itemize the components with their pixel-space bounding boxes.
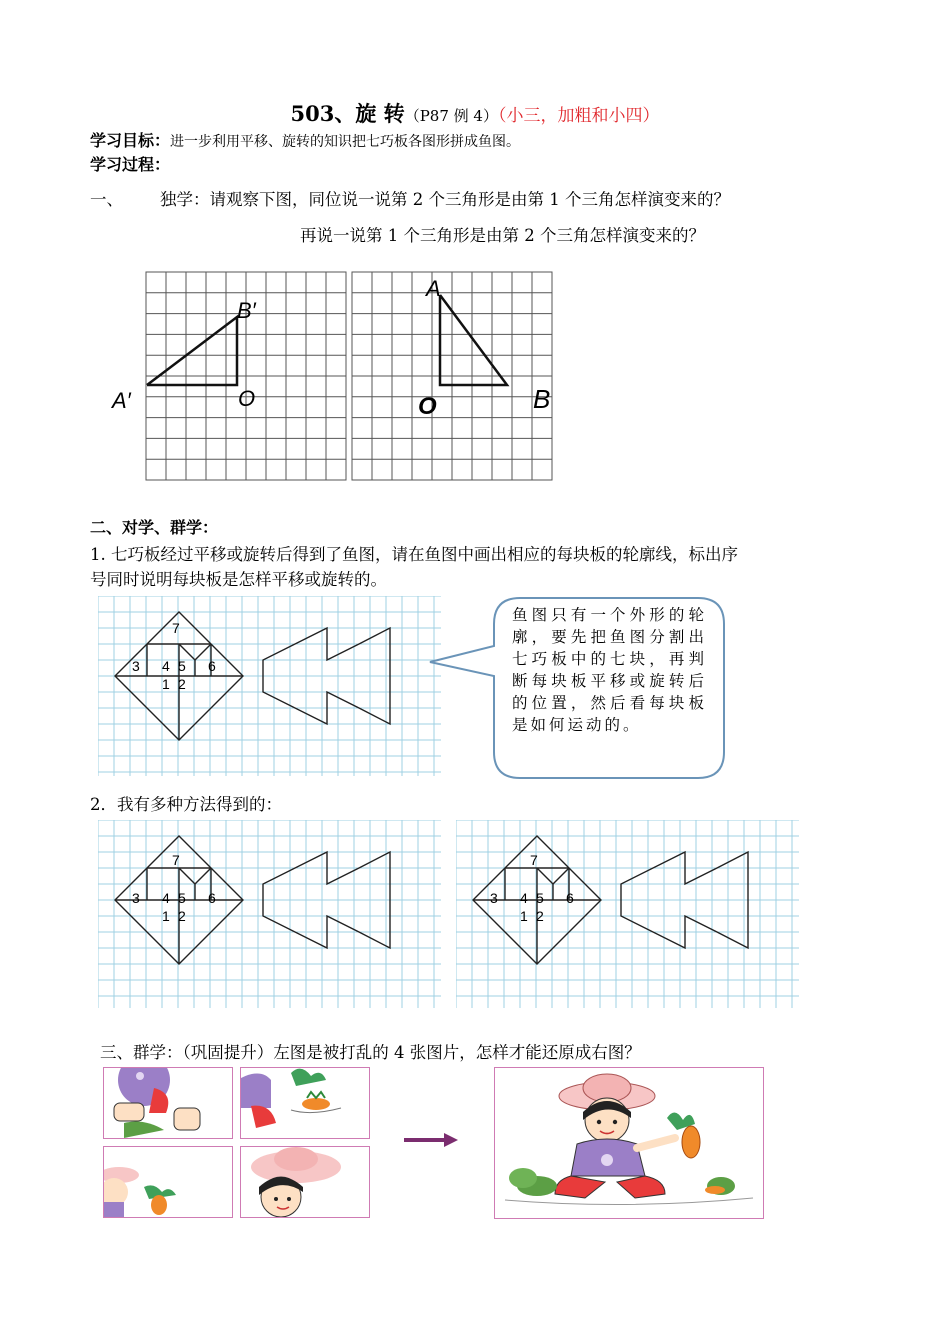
carrot-piece-image xyxy=(241,1068,369,1138)
tangram-piece-label: 7 xyxy=(172,852,180,868)
tangram-piece-label: 2 xyxy=(536,908,544,924)
rotation-figure-1 xyxy=(110,268,350,483)
label-b-prime: B′ xyxy=(237,298,256,323)
girl-head-piece-image xyxy=(241,1147,369,1217)
tangram-fish-grid-2 xyxy=(98,820,441,1008)
rotation-figure-2 xyxy=(350,268,565,483)
title-ref: （P87 例 4） xyxy=(404,107,498,125)
section2-q2: 2．我有多种方法得到的： xyxy=(90,795,282,814)
tangram-piece-label: 2 xyxy=(178,676,186,692)
label-b: B xyxy=(533,384,551,414)
puzzle-piece-4 xyxy=(240,1146,370,1218)
tangram-piece-label: 7 xyxy=(172,620,180,636)
tangram-fish-grid-3 xyxy=(456,820,799,1008)
section1-number: 一、 xyxy=(90,190,123,209)
girl-dress-piece-image xyxy=(104,1068,232,1138)
label-a-prime: A′ xyxy=(112,388,131,413)
tangram-piece-label: 1 xyxy=(520,908,528,924)
process-label: 学习过程： xyxy=(90,155,171,174)
page-title xyxy=(0,98,950,128)
learning-goal xyxy=(90,128,520,151)
tangram-piece-label: 6 xyxy=(566,890,574,906)
puzzle-piece-1 xyxy=(103,1067,233,1139)
tangram-piece-label: 2 xyxy=(178,908,186,924)
bubble-hint-text: 鱼图只有一个外形的轮廓，要先把鱼图分割出七巧板中的七块，再判断每块板平移或旋转后的位置，然后看每块板是如何运动的。 xyxy=(512,606,707,734)
label-o-1: O xyxy=(238,386,256,411)
right-arrow-icon xyxy=(400,1130,462,1150)
girl-with-carrot-image xyxy=(495,1068,763,1218)
section1-question2: 再说一说第 1 个三角形是由第 2 个三角怎样演变来的？ xyxy=(300,226,705,245)
tangram-piece-label: 4 xyxy=(162,658,170,674)
label-o-2: O xyxy=(418,393,437,420)
label-a: A xyxy=(426,276,441,301)
tangram-piece-label: 1 xyxy=(162,676,170,692)
section1-question: 独学：请观察下图，同位说一说第 2 个三角形是由第 1 个三角怎样演变来的？ xyxy=(160,190,730,209)
triangle-2 xyxy=(440,295,507,385)
tangram-piece-label: 4 xyxy=(162,890,170,906)
tangram-piece-label: 1 xyxy=(162,908,170,924)
tangram-piece-label: 7 xyxy=(530,852,538,868)
restored-picture xyxy=(494,1067,764,1219)
section2-q1-line1: 1. 七巧板经过平移或旋转后得到了鱼图，请在鱼图中画出相应的每块板的轮廓线，标出序 xyxy=(90,545,738,564)
tangram-piece-label: 5 xyxy=(178,890,186,906)
tangram-piece-label: 5 xyxy=(536,890,544,906)
puzzle-piece-3 xyxy=(103,1146,233,1218)
tangram-piece-label: 5 xyxy=(178,658,186,674)
puzzle-piece-2 xyxy=(240,1067,370,1139)
tangram-piece-label: 6 xyxy=(208,658,216,674)
tangram-piece-label: 6 xyxy=(208,890,216,906)
section2-heading: 二、对学、群学： xyxy=(90,518,219,537)
title-main: 503、旋 转 xyxy=(290,101,405,126)
girl-hat-piece-image xyxy=(104,1147,232,1217)
goal-label: 学习目标： xyxy=(90,131,171,150)
tangram-piece-label: 4 xyxy=(520,890,528,906)
goal-text: 进一步利用平移、旋转的知识把七巧板各图形拼成鱼图。 xyxy=(170,134,521,150)
triangle-1 xyxy=(147,317,237,385)
tangram-piece-label: 3 xyxy=(490,890,498,906)
section3-question: 三、群学：（巩固提升）左图是被打乱的 4 张图片，怎样才能还原成右图？ xyxy=(100,1043,641,1062)
title-note: （小三，加粗和小四） xyxy=(497,106,660,126)
section2-q1-line2: 号同时说明每块板是怎样平移或旋转的。 xyxy=(90,570,387,589)
tangram-fish-grid-1 xyxy=(98,596,441,776)
tangram-piece-label: 3 xyxy=(132,890,140,906)
tangram-piece-label: 3 xyxy=(132,658,140,674)
